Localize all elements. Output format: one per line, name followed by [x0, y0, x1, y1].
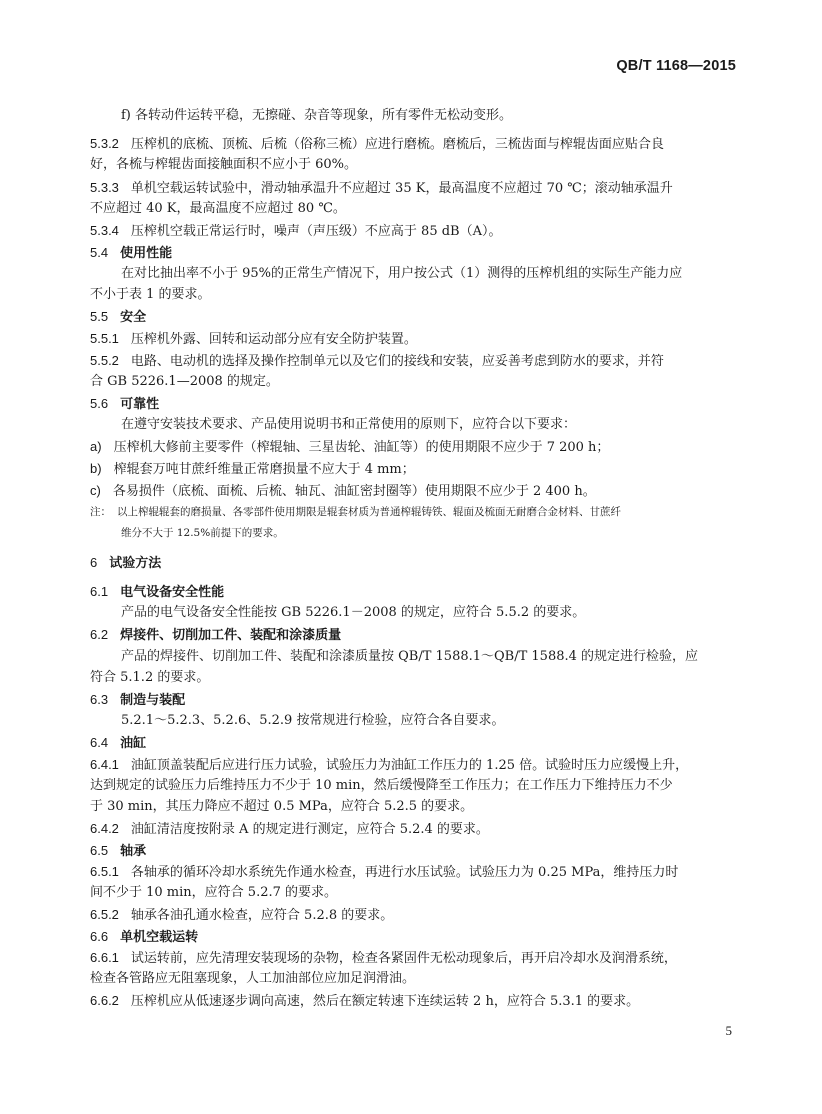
note-text: 以上榨辊辊套的磨损量、各零部件使用期限是辊套材质为普通榨辊铸铁、辊面及梳面无耐磨合金材料、甘蔗纤 [117, 506, 621, 518]
clause-number: 6.5.1 [90, 864, 119, 879]
section-title: 轴承 [120, 844, 147, 859]
clause-text: 电路、电动机的选择及操作控制单元以及它们的接线和安装，应妥善考虑到防水的要求，并符 [130, 354, 664, 369]
clause-text: 压榨机的底梳、顶梳、后梳（俗称三梳）应进行磨梳。磨梳后，三梳齿面与榨辊齿面应贴合良 [130, 137, 664, 152]
clause-text: 压榨机空载正常运行时，噪声（声压级）不应高于 85 dB（A）。 [130, 224, 502, 239]
section-5-5-heading [90, 307, 740, 328]
paragraph: 产品的电气设备安全性能按 GB 5226.1－2008 的规定，应符合 5.5.2 的要求。 [121, 605, 586, 620]
list-item-a [90, 437, 740, 458]
list-marker: b) [90, 461, 102, 476]
paragraph: 在对比抽出率不小于 95%的正常生产情况下，用户按公式（1）测得的压榨机组的实际生产能力应 [121, 266, 683, 281]
section-number: 6.2 [90, 627, 109, 642]
clause-5-5-2-cont: 合 GB 5226.1—2008 的规定。 [90, 374, 279, 389]
clause-5-3-4 [90, 221, 740, 242]
paragraph: 产品的焊接件、切削加工件、装配和涂漆质量按 QB/T 1588.1～QB/T 1588.4 的规定进行检验，应 [121, 649, 699, 664]
section-5-4-heading [90, 243, 740, 264]
clause-text: 轴承各油孔通水检查，应符合 5.2.8 的要求。 [130, 908, 394, 923]
clause-number: 5.3.4 [90, 223, 119, 238]
section-6-4-heading [90, 733, 740, 754]
clause-6-4-1 [90, 755, 740, 776]
clause-text: 油缸清洁度按附录 A 的规定进行测定，应符合 5.2.4 的要求。 [130, 822, 489, 837]
paragraph: 在遵守安装技术要求、产品使用说明书和正常使用的原则下，应符合以下要求： [121, 417, 577, 432]
paragraph-cont: 符合 5.1.2 的要求。 [90, 670, 210, 685]
clause-6-4-1-cont: 于 30 min，其压力降应不超过 0.5 MPa，应符合 5.2.5 的要求。 [90, 799, 474, 814]
clause-5-3-3 [90, 178, 740, 199]
clause-6-5-2 [90, 905, 740, 926]
clause-number: 5.3.2 [90, 136, 119, 151]
clause-text: 单机空载运转试验中，滑动轴承温升不应超过 35 K，最高温度不应超过 70 ℃；滚动轴承温升 [130, 181, 673, 196]
list-text: 各易损件（底梳、面梳、后梳、轴瓦、油缸密封圈等）使用期限不应少于 2 400 h。 [112, 484, 596, 499]
section-title: 使用性能 [120, 246, 173, 261]
section-title: 可靠性 [120, 397, 160, 412]
clause-number: 6.5.2 [90, 907, 119, 922]
list-marker: c) [90, 483, 101, 498]
clause-text: 试运转前，应先清理安装现场的杂物，检查各紧固件无松动现象后，再开启冷却水及润滑系统， [130, 951, 677, 966]
note [90, 502, 740, 522]
section-number: 6.6 [90, 929, 109, 944]
section-6-3-heading [90, 690, 740, 711]
chapter-number: 6 [90, 555, 98, 570]
clause-number: 6.4.2 [90, 821, 119, 836]
section-title: 安全 [120, 310, 147, 325]
list-item-b [90, 459, 740, 480]
list-item-c [90, 481, 740, 502]
list-marker: a) [90, 439, 102, 454]
clause-6-6-1-cont: 检查各管路应无阻塞现象，人工加油部位应加足润滑油。 [90, 971, 416, 986]
section-number: 6.4 [90, 735, 109, 750]
clause-text: 油缸顶盖装配后应进行压力试验，试验压力为油缸工作压力的 1.25 倍。试验时压力应缓慢上升， [130, 758, 689, 773]
list-text: 压榨机大修前主要零件（榨辊轴、三星齿轮、油缸等）的使用期限不应少于 7 200 h； [113, 440, 610, 455]
clause-6-4-2 [90, 819, 740, 840]
clause-5-3-2-cont: 好，各梳与榨辊齿面接触面积不应小于 60%。 [90, 157, 358, 172]
clause-number: 6.4.1 [90, 757, 119, 772]
clause-number: 6.6.2 [90, 993, 119, 1008]
clause-6-6-2 [90, 991, 740, 1012]
clause-text: 各轴承的循环冷却水系统先作通水检查，再进行水压试验。试验压力为 0.25 MPa，维持压力时 [130, 865, 679, 880]
section-6-6-heading [90, 927, 740, 948]
section-number: 5.5 [90, 309, 109, 324]
clause-text: 压榨机外露、回转和运动部分应有安全防护装置。 [130, 332, 417, 347]
section-title: 油缸 [120, 736, 147, 751]
paragraph-cont: 不小于表 1 的要求。 [90, 287, 211, 302]
section-number: 6.3 [90, 692, 109, 707]
clause-6-5-1-cont: 间不少于 10 min，应符合 5.2.7 的要求。 [90, 885, 338, 900]
section-6-5-heading [90, 841, 740, 862]
section-title: 单机空载运转 [120, 930, 199, 945]
section-number: 6.5 [90, 843, 109, 858]
clause-5-3-3-cont: 不应超过 40 K，最高温度不应超过 80 ℃。 [90, 201, 346, 216]
section-title: 焊接件、切削加工件、装配和涂漆质量 [120, 628, 342, 643]
list-item-f: f) 各转动件运转平稳，无擦碰、杂音等现象，所有零件无松动变形。 [121, 108, 513, 123]
clause-6-6-1 [90, 948, 740, 969]
chapter-title: 试验方法 [109, 556, 162, 571]
clause-number: 5.3.3 [90, 180, 119, 195]
clause-number: 5.5.2 [90, 353, 119, 368]
section-title: 制造与装配 [120, 693, 186, 708]
section-5-6-heading [90, 394, 740, 415]
clause-number: 5.5.1 [90, 331, 119, 346]
clause-5-3-2 [90, 134, 740, 155]
paragraph: 5.2.1～5.2.3、5.2.6、5.2.9 按常规进行检验，应符合各自要求。 [121, 713, 505, 728]
standard-code-header: QB/T 1168—2015 [616, 58, 736, 74]
clause-5-5-1 [90, 329, 740, 350]
section-6-1-heading [90, 582, 740, 603]
section-title: 电气设备安全性能 [120, 585, 225, 600]
clause-text: 压榨机应从低速逐步调向高速，然后在额定转速下连续运转 2 h，应符合 5.3.1 的要求。 [130, 994, 640, 1009]
clause-number: 6.6.1 [90, 950, 119, 965]
chapter-6-heading [90, 553, 740, 574]
clause-5-5-2 [90, 351, 740, 372]
section-number: 6.1 [90, 584, 109, 599]
note-label: 注： [90, 506, 111, 518]
section-number: 5.4 [90, 245, 109, 260]
page-number: 5 [725, 1023, 732, 1038]
section-number: 5.6 [90, 396, 109, 411]
note-cont: 维分不大于 12.5%前提下的要求。 [121, 527, 284, 539]
clause-6-4-1-cont: 达到规定的试验压力后维持压力不少于 10 min，然后缓慢降至工作压力；在工作压力下维持压力不少 [90, 778, 673, 793]
list-text: 榨辊套万吨甘蔗纤维量正常磨损量不应大于 4 mm； [113, 462, 415, 477]
section-6-2-heading [90, 625, 740, 646]
clause-6-5-1 [90, 862, 740, 883]
